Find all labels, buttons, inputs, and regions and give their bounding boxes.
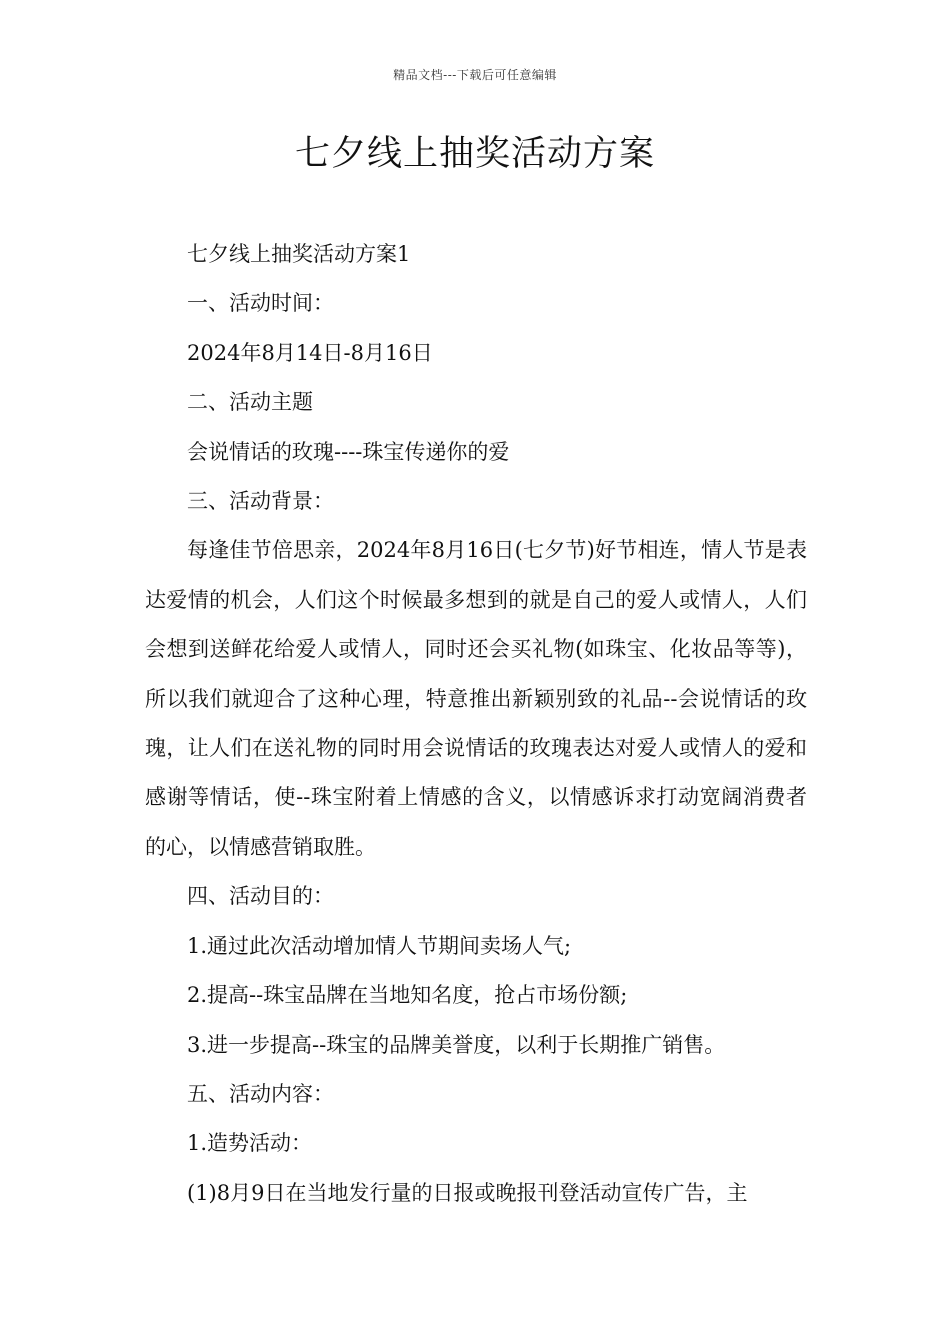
paragraph-goal-3: 3.进一步提高--珠宝的品牌美誉度，以利于长期推广销售。 — [187, 1032, 726, 1057]
paragraph-plan-heading: 七夕线上抽奖活动方案1 — [187, 242, 411, 266]
paragraph-section-time: 一、活动时间： — [187, 291, 334, 316]
paragraph-section-content: 五、活动内容： — [187, 1081, 334, 1106]
paragraph-theme: 会说情话的玫瑰----珠宝传递你的爱 — [187, 439, 510, 464]
paragraph-goal-2: 2.提高--珠宝品牌在当地知名度，抢占市场份额; — [187, 983, 628, 1008]
paragraph-content-1-1: (1)8月9日在当地发行量的日报或晚报刊登活动宣传广告，主 — [187, 1180, 748, 1205]
paragraph-section-background: 三、活动背景： — [187, 489, 334, 514]
paragraph-dates: 2024年8月14日-8月16日 — [187, 340, 433, 365]
paragraph-content-1: 1.造势活动： — [187, 1131, 313, 1156]
document-title: 七夕线上抽奖活动方案 — [294, 134, 655, 174]
document-body — [145, 230, 807, 1218]
paragraph-background: 每逢佳节倍思亲，2024年8月16日(七夕节)好节相连，情人节是表达爱情的机会，人们这个时候最多想到的就是自己的爱人或情人，人们会想到送鲜花给爱人或情人，同时还会买礼物(如珠宝、化妆品等等)，所以我们就迎合了这种心理，特意推出新颖别致的礼品--会说情话的玫瑰，让人们在送礼物的同时用会说情话的玫瑰表达对爱人或情人的爱和感谢等情话，使--珠宝附着上情感的含义，以情感诉求打动宽阔消费者的心，以情感营销取胜。 — [145, 538, 807, 859]
paragraph-section-theme: 二、活动主题 — [187, 390, 313, 415]
header-note: 精品文档---下载后可任意编辑 — [393, 68, 557, 82]
paragraph-goal-1: 1.通过此次活动增加情人节期间卖场人气; — [187, 933, 572, 958]
paragraph-section-goals: 四、活动目的： — [187, 884, 334, 909]
